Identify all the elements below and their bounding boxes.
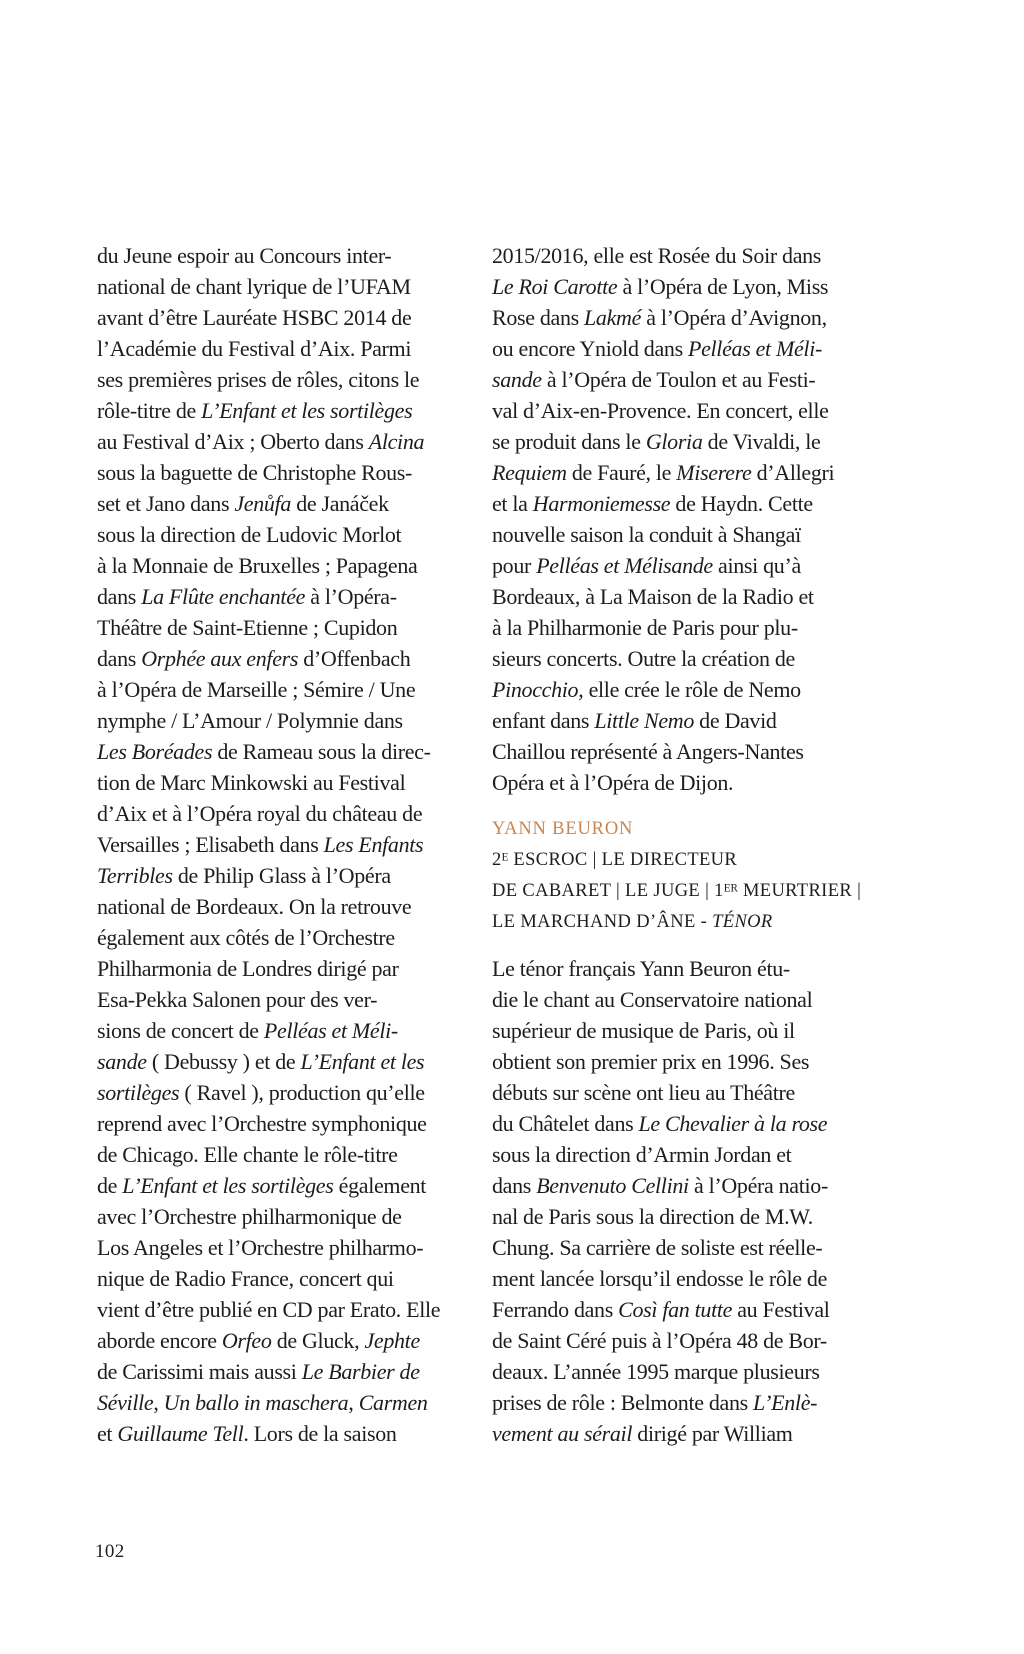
text-line: Philharmonia de Londres dirigé par [97, 956, 399, 981]
page-number: 102 [95, 1541, 125, 1562]
text-line: nal de Paris sous la direction de M.W. [492, 1204, 813, 1229]
text-line: sortilèges ( Ravel ), production qu’elle [97, 1080, 425, 1105]
text-line: Opéra et à l’Opéra de Dijon. [492, 770, 734, 795]
text-line: aborde encore Orfeo de Gluck, Jephte [97, 1328, 420, 1353]
text-line: tion de Marc Minkowski au Festival [97, 770, 406, 795]
text-line: nouvelle saison la conduit à Shangaï [492, 522, 801, 547]
text-line: sande à l’Opéra de Toulon et au Festi- [492, 367, 816, 392]
text-line: enfant dans Little Nemo de David [492, 708, 777, 733]
text-line: à la Philharmonie de Paris pour plu- [492, 615, 798, 640]
text-line: Chaillou représenté à Angers-Nantes [492, 739, 804, 764]
text-line: dans Benvenuto Cellini à l’Opéra natio- [492, 1173, 828, 1198]
text-line: Ferrando dans Così fan tutte au Festival [492, 1297, 830, 1322]
text-line: Théâtre de Saint-Etienne ; Cupidon [97, 615, 398, 640]
text-line: nique de Radio France, concert qui [97, 1266, 394, 1291]
text-line: Séville, Un ballo in maschera, Carmen [97, 1390, 428, 1415]
text-line: Los Angeles et l’Orchestre philharmo- [97, 1235, 424, 1260]
text-line: au Festival d’Aix ; Oberto dans Alcina [97, 429, 425, 454]
text-line: Le ténor français Yann Beuron étu- [492, 956, 790, 981]
text-line: sous la direction de Ludovic Morlot [97, 522, 402, 547]
text-line: ou encore Yniold dans Pelléas et Méli- [492, 336, 822, 361]
bio-paragraph-soprano [492, 240, 844, 798]
text-line: rôle-titre de L’Enfant et les sortilèges [97, 398, 413, 423]
text-line: sande ( Debussy ) et de L’Enfant et les [97, 1049, 425, 1074]
text-line: vement au sérail dirigé par William [492, 1421, 793, 1446]
text-line: ment lancée lorsqu’il endosse le rôle de [492, 1266, 828, 1291]
text-line: 2015/2016, elle est Rosée du Soir dans [492, 243, 822, 268]
text-line: ses premières prises de rôles, citons le [97, 367, 420, 392]
text-line: dans La Flûte enchantée à l’Opéra- [97, 584, 397, 609]
text-line: d’Aix et à l’Opéra royal du château de [97, 801, 423, 826]
text-line: à l’Opéra de Marseille ; Sémire / Une [97, 677, 416, 702]
text-line: national de Bordeaux. On la retrouve [97, 894, 412, 919]
text-line: avant d’être Lauréate HSBC 2014 de [97, 305, 412, 330]
artist-roles [492, 845, 862, 938]
left-column [97, 240, 449, 1449]
text-line: et la Harmoniemesse de Haydn. Cette [492, 491, 813, 516]
text-line: deaux. L’année 1995 marque plusieurs [492, 1359, 820, 1384]
text-line: sous la direction d’Armin Jordan et [492, 1142, 792, 1167]
text-line: DE CABARET | LE JUGE | 1ER MEURTRIER | [492, 881, 862, 901]
right-column [492, 240, 862, 1449]
text-line: du Châtelet dans Le Chevalier à la rose [492, 1111, 828, 1136]
text-line: de L’Enfant et les sortilèges également [97, 1173, 427, 1198]
artist-name: YANN BEURON [492, 819, 634, 839]
text-line: Bordeaux, à La Maison de la Radio et [492, 584, 814, 609]
text-line: $2^E$ ESCROC | LE DIRECTEUR [492, 850, 738, 870]
text-line: sions de concert de Pelléas et Méli- [97, 1018, 398, 1043]
text-line: national de chant lyrique de l’UFAM [97, 274, 411, 299]
text-line: reprend avec l’Orchestre symphonique [97, 1111, 427, 1136]
text-line: dans Orphée aux enfers d’Offenbach [97, 646, 411, 671]
text-line: de Saint Céré puis à l’Opéra 48 de Bor- [492, 1328, 827, 1353]
text-line: et Guillaume Tell. Lors de la saison [97, 1421, 397, 1446]
text-line: également aux côtés de l’Orchestre [97, 925, 395, 950]
text-line: pour Pelléas et Mélisande ainsi qu’à [492, 553, 801, 578]
text-line: Versailles ; Elisabeth dans Les Enfants [97, 832, 424, 857]
text-line: supérieur de musique de Paris, où il [492, 1018, 795, 1043]
text-line: prises de rôle : Belmonte dans L’Enlè- [492, 1390, 818, 1415]
text-line: Terribles de Philip Glass à l’Opéra [97, 863, 391, 888]
text-line: set et Jano dans Jenůfa de Janáček [97, 491, 389, 516]
bio-paragraph-yann-beuron [492, 953, 844, 1449]
text-line: vient d’être publié en CD par Erato. Elle [97, 1297, 441, 1322]
text-line: de Carissimi mais aussi Le Barbier de [97, 1359, 420, 1384]
text-line: nymphe / L’Amour / Polymnie dans [97, 708, 403, 733]
bio-paragraph-continued [97, 240, 449, 1449]
text-line: l’Académie du Festival d’Aix. Parmi [97, 336, 412, 361]
text-line: Esa-Pekka Salonen pour des ver- [97, 987, 378, 1012]
text-line: obtient son premier prix en 1996. Ses [492, 1049, 810, 1074]
text-line: du Jeune espoir au Concours inter- [97, 243, 392, 268]
artist-header [492, 814, 862, 938]
text-line: Les Boréades de Rameau sous la direc- [97, 739, 431, 764]
text-line: débuts sur scène ont lieu au Théâtre [492, 1080, 795, 1105]
text-line: Pinocchio, elle crée le rôle de Nemo [492, 677, 801, 702]
text-line: Le Roi Carotte à l’Opéra de Lyon, Miss [492, 274, 829, 299]
text-line: de Chicago. Elle chante le rôle-titre [97, 1142, 398, 1167]
text-line: sieurs concerts. Outre la création de [492, 646, 795, 671]
text-line: Requiem de Fauré, le Miserere d’Allegri [492, 460, 835, 485]
text-line: Rose dans Lakmé à l’Opéra d’Avignon, [492, 305, 827, 330]
text-line: sous la baguette de Christophe Rous- [97, 460, 413, 485]
text-line: à la Monnaie de Bruxelles ; Papagena [97, 553, 418, 578]
text-line: LE MARCHAND D’ÂNE - TÉNOR [492, 912, 773, 932]
text-line: se produit dans le Gloria de Vivaldi, le [492, 429, 821, 454]
text-line: avec l’Orchestre philharmonique de [97, 1204, 402, 1229]
text-line: die le chant au Conservatoire national [492, 987, 813, 1012]
text-line: Chung. Sa carrière de soliste est réelle- [492, 1235, 823, 1260]
text-line: val d’Aix-en-Provence. En concert, elle [492, 398, 829, 423]
